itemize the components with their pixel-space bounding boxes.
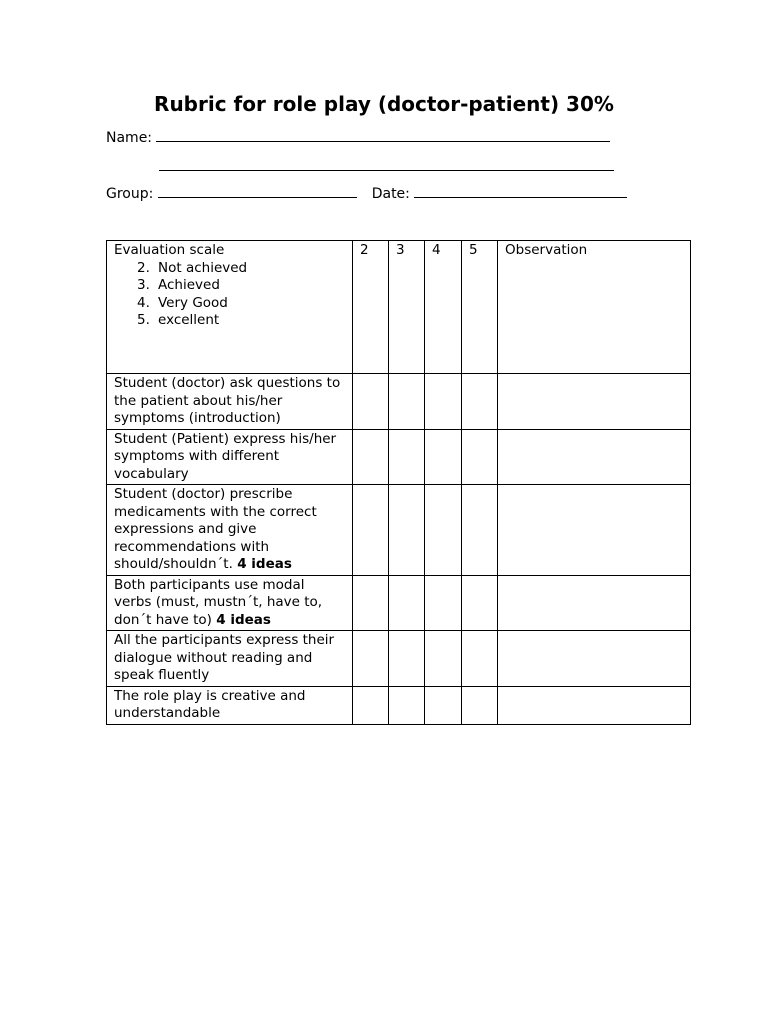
- score-header-5: 5: [462, 241, 498, 374]
- evaluation-scale-title: Evaluation scale: [114, 242, 225, 258]
- rubric-table: [106, 240, 691, 725]
- observation-header: Observation: [498, 241, 691, 374]
- group-field[interactable]: [158, 183, 357, 198]
- score-cell-4[interactable]: [425, 485, 462, 576]
- criterion-cell: Student (doctor) ask questions to the patient about his/her symptoms (introduction): [107, 374, 353, 430]
- score-cell-5[interactable]: [462, 631, 498, 687]
- score-cell-5[interactable]: [462, 575, 498, 631]
- score-cell-2[interactable]: [353, 374, 389, 430]
- observation-cell[interactable]: [498, 374, 691, 430]
- criterion-cell: Student (Patient) express his/her symptoms with different vocabulary: [107, 429, 353, 485]
- score-header-2: 2: [353, 241, 389, 374]
- score-header-4: 4: [425, 241, 462, 374]
- criterion-cell: Both participants use modal verbs (must, mustn´t, have to, don´t have to) 4 ideas: [107, 575, 353, 631]
- score-cell-2[interactable]: [353, 631, 389, 687]
- score-header-3: 3: [389, 241, 425, 374]
- score-cell-5[interactable]: [462, 485, 498, 576]
- score-cell-4[interactable]: [425, 429, 462, 485]
- group-date-row: [106, 183, 627, 202]
- scale-item: 3. Achieved: [137, 277, 220, 293]
- criterion-cell: Student (doctor) prescribe medicaments with the correct expressions and give recommendations with should/shouldn´t. 4 ideas: [107, 485, 353, 576]
- group-label: Group:: [106, 186, 154, 202]
- criterion-emphasis: 4 ideas: [216, 611, 271, 628]
- score-cell-3[interactable]: [389, 429, 425, 485]
- page-title: Rubric for role play (doctor-patient) 30%: [154, 92, 614, 116]
- name-row: [106, 127, 610, 146]
- score-cell-5[interactable]: [462, 686, 498, 724]
- score-cell-2[interactable]: [353, 686, 389, 724]
- score-cell-2[interactable]: [353, 429, 389, 485]
- observation-cell[interactable]: [498, 631, 691, 687]
- score-cell-3[interactable]: [389, 485, 425, 576]
- table-row: [107, 374, 691, 430]
- scale-item: 4. Very Good: [137, 294, 228, 311]
- name-field-line-2[interactable]: [159, 156, 614, 171]
- table-row: [107, 429, 691, 485]
- score-cell-2[interactable]: [353, 485, 389, 576]
- name-field[interactable]: [156, 127, 610, 142]
- observation-cell[interactable]: [498, 429, 691, 485]
- scale-item: 2. Not achieved: [137, 259, 248, 276]
- score-cell-3[interactable]: [389, 631, 425, 687]
- score-cell-3[interactable]: [389, 575, 425, 631]
- score-cell-2[interactable]: [353, 575, 389, 631]
- score-cell-5[interactable]: [462, 374, 498, 430]
- observation-cell[interactable]: [498, 686, 691, 724]
- score-cell-3[interactable]: [389, 686, 425, 724]
- criterion-cell: The role play is creative and understandable: [107, 686, 353, 724]
- scale-item: 5. excellent: [137, 312, 220, 328]
- table-row: [107, 485, 691, 576]
- criterion-emphasis: 4 ideas: [237, 556, 292, 572]
- score-cell-5[interactable]: [462, 429, 498, 485]
- criterion-cell: All the participants express their dialogue without reading and speak fluently: [107, 631, 353, 687]
- score-cell-3[interactable]: [389, 374, 425, 430]
- table-row: [107, 631, 691, 687]
- date-field[interactable]: [414, 183, 627, 198]
- evaluation-scale-list: [114, 260, 345, 330]
- table-row: [107, 575, 691, 631]
- name-label: Name:: [106, 130, 153, 146]
- table-header-row: [107, 241, 691, 374]
- name-row-continued: [159, 156, 614, 175]
- score-cell-4[interactable]: [425, 374, 462, 430]
- table-row: [107, 686, 691, 724]
- observation-cell[interactable]: [498, 575, 691, 631]
- observation-cell[interactable]: [498, 485, 691, 576]
- score-cell-4[interactable]: [425, 686, 462, 724]
- score-cell-4[interactable]: [425, 631, 462, 687]
- evaluation-scale-cell: [107, 241, 353, 374]
- score-cell-4[interactable]: [425, 575, 462, 631]
- date-label: Date:: [371, 186, 410, 202]
